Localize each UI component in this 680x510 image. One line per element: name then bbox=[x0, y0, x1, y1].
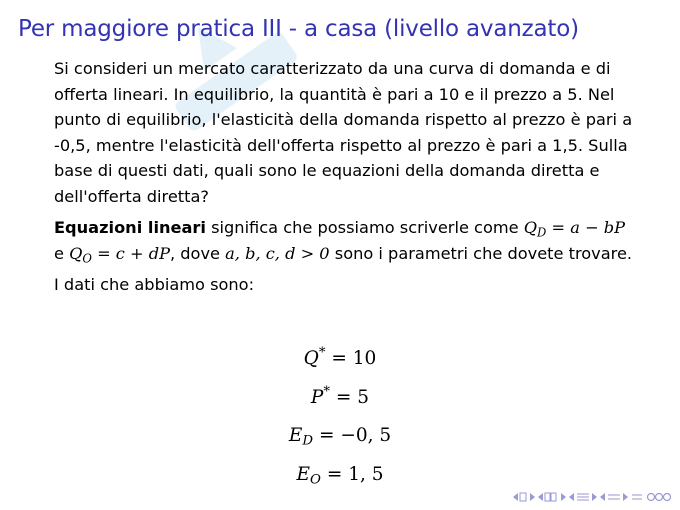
nav-frame-icon[interactable] bbox=[538, 492, 566, 502]
problem-statement: Si consideri un mercato caratterizzato da una curva di domanda e di offerta lineari. In equilibrio, la quantità è pari a 10 e il prezzo a 5. Nel punto di equilibrio, l'elasticità della domanda rispetto al prezzo è pari a -0,5, mentre l'elasticità dell'offerta rispetto al prezzo è pari a 1,5. Sulla base di questi dati, quali sono le equazioni della domanda diretta e dell'offerta diretta? bbox=[54, 59, 633, 206]
nav-align-icon[interactable] bbox=[631, 492, 643, 502]
equilibrium-quantity-equation: Q* = 10 bbox=[303, 345, 377, 369]
given-equations bbox=[0, 340, 680, 494]
demand-equation: $Q_D = a$ − bP bbox=[523, 218, 625, 240]
linear-equations-term: Equazioni lineari bbox=[54, 218, 206, 237]
nav-search-icon[interactable] bbox=[646, 492, 672, 502]
slide-body bbox=[54, 56, 634, 304]
supply-elasticity-equation: $E_O = 1$, 5 bbox=[296, 463, 384, 488]
nav-section-icon[interactable] bbox=[569, 492, 597, 502]
nav-first-icon[interactable] bbox=[513, 492, 535, 502]
equilibrium-price-equation: P* = 5 bbox=[310, 384, 370, 408]
parameters-condition: a, b, c, d > 0 bbox=[225, 243, 330, 263]
given-data-intro: I dati che abbiamo sono: bbox=[54, 275, 255, 294]
supply-equation: $Q_O = c$ + dP bbox=[69, 243, 170, 265]
linear-equations-paragraph: Equazioni lineari significa che possiamo scriverle come $Q_D = a$ − bP e $Q_O = c$ + dP, dove a, b, c, d > 0 sono i parametri che dovete trovare. bbox=[54, 218, 633, 265]
beamer-navigation-bar bbox=[513, 490, 672, 504]
slide-title: Per maggiore pratica III - a casa (livello avanzato) bbox=[18, 16, 579, 42]
nav-subsection-icon[interactable] bbox=[600, 492, 628, 502]
demand-elasticity-equation: $E_D = -0$, 5 bbox=[288, 425, 392, 449]
